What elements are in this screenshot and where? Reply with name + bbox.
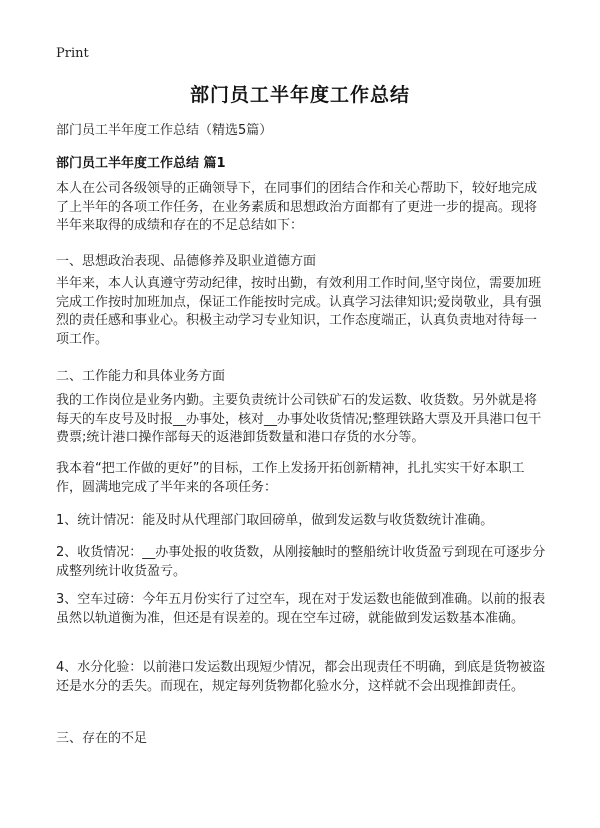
list-item-moisture: 4、水分化验：以前港口发运数出现短少情况，都会出现责任不明确，到底是货物被盗还是水分的丢失。而现在，规定每列货物都化验水分，这样就不会出现推卸责任。 [56,660,546,694]
page-title: 部门员工半年度工作总结 [189,84,410,106]
paragraph-duties: 我的工作岗位是业务内勤。主要负责统计公司铁矿石的发运数、收货数。另外就是将每天的车皮号及时报__办事处，核对__办事处收货情况;整理铁路大票及开具港口包干费票;统计港口操作部每天的返港卸货数量和港口存货的水分等。 [56,393,542,445]
print-link[interactable]: Print [56,46,89,61]
section-heading: 部门员工半年度工作总结 篇1 [56,156,226,171]
document-subtitle: 部门员工半年度工作总结（精选5篇） [56,123,273,138]
heading-politics: 一、思想政治表现、品德修养及职业道德方面 [56,254,317,269]
intro-paragraph: 本人在公司各级领导的正确领导下，在同事们的团结合作和关心帮助下，较好地完成了上半年的各项工作任务，在业务素质和思想政治方面都有了更进一步的提高。现将半年来取得的成绩和存在的不足总结如下： [56,181,538,233]
heading-work-ability: 二、工作能力和具体业务方面 [56,369,226,384]
heading-shortcomings: 三、存在的不足 [56,731,148,746]
list-item-statistics: 1、统计情况：能及时从代理部门取回磅单，做到发运数与收货数统计准确。 [56,513,494,528]
paragraph-goal: 我本着“把工作做的更好”的目标，工作上发扬开拓创新精神，扎扎实实干好本职工作，圆满地完成了半年来的各项任务： [56,461,525,495]
list-item-receiving: 2、收货情况：__办事处报的收货数，从刚接触时的整船统计收货盈亏到现在可逐步分成整列统计收货盈亏。 [56,545,546,579]
paragraph-politics: 半年来，本人认真遵守劳动纪律，按时出勤，有效利用工作时间,坚守岗位，需要加班完成工作按时加班加点，保证工作能按时完成。认真学习法律知识;爱岗敬业，具有强烈的责任感和事业心。积极主动学习专业知识，工作态度端正，认真负责地对待每一项工作。 [56,276,542,347]
list-item-weighing: 3、空车过磅：今年五月份实行了过空车，现在对于发运数也能做到准确。以前的报表虽然以轨道衡为准，但还是有误差的。现在空车过磅，就能做到发运数基本准确。 [56,592,546,626]
